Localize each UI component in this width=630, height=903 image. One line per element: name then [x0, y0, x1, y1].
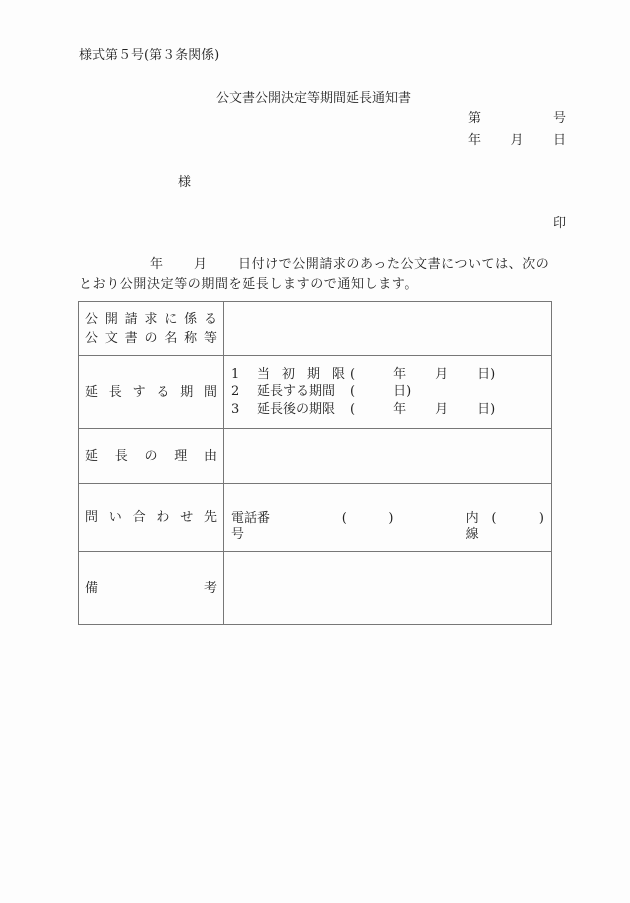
date-month: 月 — [510, 133, 524, 148]
document-number — [468, 111, 566, 127]
document-name-field[interactable] — [224, 302, 552, 356]
body-month: 月 — [194, 257, 208, 272]
row-extension-period — [79, 356, 552, 429]
row-remarks — [79, 552, 552, 625]
period-item-extension: 2 延長する期間 ( 日 ) — [231, 384, 412, 400]
label-contact: 問 い 合 わ せ 先 — [79, 484, 224, 552]
body-text: 日付けで公開請求のあった公文書については、次の — [238, 257, 550, 272]
extension-table — [78, 301, 552, 625]
remarks-field[interactable] — [224, 552, 552, 625]
label-reason: 延 長 の 理 由 — [79, 429, 224, 484]
label-extension-period: 延 長 す る 期 間 — [79, 356, 224, 429]
contact-line: 電話番号 ( ) 内線 ( ) — [231, 511, 544, 542]
body-line-2: とおり公開決定等の期間を延長しますので通知します。 — [79, 277, 418, 292]
seal-mark: 印 — [553, 216, 567, 231]
row-contact — [79, 484, 552, 552]
extension-label: 内線 — [465, 511, 479, 542]
doc-number-suffix: 号 — [552, 111, 566, 126]
label-remarks: 備 考 — [79, 552, 224, 625]
document-title: 公文書公開決定等期間延長通知書 — [216, 91, 412, 106]
date-year: 年 — [468, 133, 482, 148]
reason-field[interactable] — [224, 429, 552, 484]
addressee-honorific: 様 — [178, 175, 192, 190]
issue-date — [468, 133, 566, 149]
row-document-name — [79, 302, 552, 356]
period-item-new-deadline: 3 延長後の期限 ( 年 月 日 ) — [231, 401, 496, 417]
extension-period-field[interactable] — [224, 356, 552, 429]
body-line-1 — [150, 257, 549, 273]
form-number: 様式第５号(第３条関係) — [79, 48, 220, 63]
date-day: 日 — [552, 133, 566, 148]
contact-field[interactable] — [224, 484, 552, 552]
phone-label: 電話番号 — [231, 511, 271, 542]
label-document-name: 公 開 請 求 に 係 る 公 文 書 の 名 称 等 — [79, 302, 224, 356]
row-reason — [79, 429, 552, 484]
body-year: 年 — [150, 257, 164, 272]
doc-number-prefix: 第 — [468, 111, 482, 126]
period-item-original: 1 当 初 期 限 ( 年 月 日 ) — [231, 366, 496, 382]
